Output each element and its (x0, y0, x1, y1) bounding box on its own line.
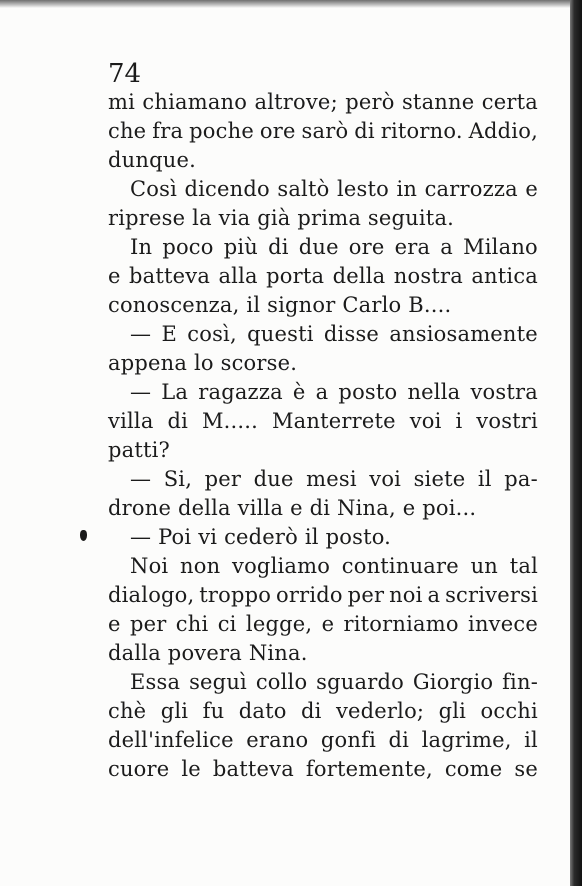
text-line: appena lo scorse. (108, 351, 298, 375)
text-line: villa di M..... Manterrete voi i vostri (108, 409, 538, 433)
text-line: cuore le batteva fortemente, come se (108, 757, 538, 781)
scan-top-edge (0, 0, 572, 8)
text-line: chè gli fu dato di vederlo; gli occhi (108, 699, 538, 723)
text-line: dialogo, troppo orrido per noi a scriversi (108, 583, 538, 607)
ink-spot-mark (80, 530, 87, 541)
scan-right-edge (570, 0, 582, 886)
text-line: Così dicendo saltò lesto in carrozza e (130, 177, 538, 201)
text-line: drone della villa e di Nina, e poi... (108, 496, 477, 520)
body-text (108, 88, 538, 784)
text-line: patti? (108, 438, 171, 462)
text-line: — Poi vi cederò il posto. (130, 525, 392, 549)
text-line: Essa seguì collo sguardo Giorgio fin- (130, 670, 538, 694)
text-line: riprese la via già prima seguita. (108, 206, 455, 230)
page-number: 74 (108, 59, 142, 89)
text-line: dalla povera Nina. (108, 641, 308, 665)
text-line: dunque. (108, 148, 196, 172)
text-line: In poco più di due ore era a Milano (130, 235, 538, 259)
text-line: conoscenza, il signor Carlo B.... (108, 293, 452, 317)
text-line: Noi non vogliamo continuare un tal (130, 554, 538, 578)
text-line: e batteva alla porta della nostra antica (108, 264, 538, 288)
text-line: che fra poche ore sarò di ritorno. Addio, (108, 119, 538, 143)
text-line: mi chiamano altrove; però stanne certa (108, 90, 538, 114)
text-line: dell'infelice erano gonfi di lagrime, il (108, 728, 538, 752)
text-line: e per chi ci legge, e ritorniamo invece (108, 612, 538, 636)
text-line: — Si, per due mesi voi siete il pa- (130, 467, 538, 491)
text-line: — E così, questi disse ansiosamente (130, 322, 538, 346)
text-line: — La ragazza è a posto nella vostra (130, 380, 538, 404)
